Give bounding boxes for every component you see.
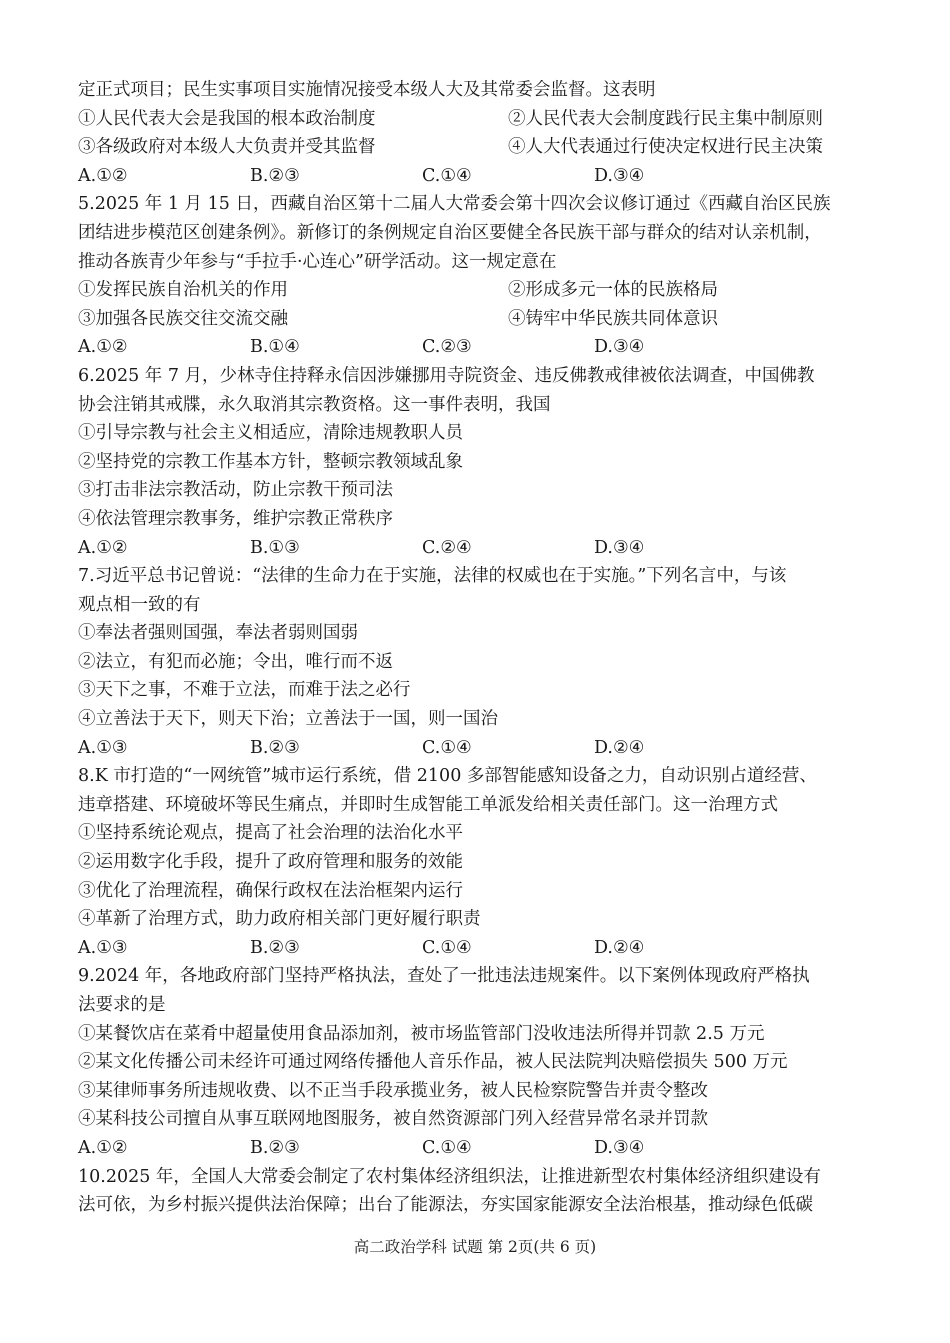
q7-statement-1: ①奉法者强则国强，奉法者弱则国弱 [78, 623, 358, 644]
q6-option-c: C.②④ [422, 537, 472, 558]
q5-option-c: C.②③ [422, 337, 472, 358]
q8-statement-3: ③优化了治理流程，确保行政权在法治框架内运行 [78, 880, 463, 901]
q8-statement-1: ①坚持系统论观点，提高了社会治理的法治化水平 [78, 823, 463, 844]
q4-statement-3: ③各级政府对本级人大负责并受其监督 [78, 137, 376, 158]
q5-statement-3: ③加强各民族交往交流交融 [78, 308, 288, 329]
q5-stem-line-1: 5.2025 年 1 月 15 日，西藏自治区第十二届人大常委会第十四次会议修订通过《西藏自治区民族 [78, 194, 831, 215]
q6-option-b: B.①③ [250, 537, 300, 558]
q9-stem-line-2: 法要求的是 [78, 995, 166, 1015]
q4-stem-tail: 定正式项目；民生实事项目实施情况接受本级人大及其常委会监督。这表明 [78, 80, 656, 100]
q5-option-b: B.①④ [250, 337, 300, 358]
q5-option-a: A.①② [78, 337, 128, 358]
q6-options [78, 534, 878, 563]
q6-statement-3: ③打击非法宗教活动，防止宗教干预司法 [78, 480, 393, 501]
q5-option-d: D.③④ [594, 337, 645, 358]
exam-page [78, 76, 878, 1220]
q4-statements-row-2 [78, 133, 878, 162]
q8-stem-line-1: 8.K 市打造的“一网统管”城市运行系统，借 2100 多部智能感知设备之力，自动识别占道经营、 [78, 766, 817, 787]
q8-option-d: D.②④ [594, 937, 645, 958]
q4-statement-1: ①人民代表大会是我国的根本政治制度 [78, 108, 376, 129]
q6-statement-1: ①引导宗教与社会主义相适应，清除违规教职人员 [78, 423, 463, 444]
q8-option-a: A.①③ [78, 937, 128, 958]
q8-option-c: C.①④ [422, 937, 472, 958]
q9-statement-2: ②某文化传播公司未经许可通过网络传播他人音乐作品，被人民法院判决赔偿损失 500 万元 [78, 1052, 788, 1073]
q4-option-a: A.①② [78, 165, 128, 186]
q4-statements-row-1 [78, 105, 878, 134]
q8-statement-2: ②运用数字化手段，提升了政府管理和服务的效能 [78, 852, 463, 873]
q7-stem-line-2: 观点相一致的有 [78, 594, 201, 615]
q5-statements-row-1 [78, 276, 878, 305]
q8-statement-4: ④革新了治理方式，助力政府相关部门更好履行职责 [78, 909, 481, 930]
q5-stem-line-3: 推动各族青少年参与“手拉手·心连心”研学活动。这一规定意在 [78, 251, 557, 272]
q6-statement-4: ④依法管理宗教事务，维护宗教正常秩序 [78, 508, 393, 529]
q6-option-a: A.①② [78, 537, 128, 558]
q9-option-a: A.①② [78, 1137, 128, 1158]
q7-option-b: B.②③ [250, 737, 300, 758]
q7-stem-line-1: 7.习近平总书记曾说：“法律的生命力在于实施，法律的权威也在于实施。”下列名言中，与该 [78, 566, 787, 587]
q7-statement-3: ③天下之事，不难于立法，而难于法之必行 [78, 680, 411, 701]
q4-options [78, 162, 878, 191]
q5-statement-1: ①发挥民族自治机关的作用 [78, 280, 288, 301]
page-footer: 高二政治学科 试题 第 2页(共 6 页) [353, 1238, 597, 1256]
q8-stem-line-2: 违章搭建、环境破坏等民生痛点，并即时生成智能工单派发给相关责任部门。这一治理方式 [78, 794, 778, 815]
q10-stem-line-1: 10.2025 年，全国人大常委会制定了农村集体经济组织法，让推进新型农村集体经济组织建设有 [78, 1166, 821, 1187]
q8-options [78, 934, 878, 963]
q10-stem-line-2: 法可依，为乡村振兴提供法治保障；出台了能源法，夯实国家能源安全法治根基，推动绿色低碳 [78, 1195, 813, 1216]
q7-option-a: A.①③ [78, 737, 128, 758]
q4-option-b: B.②③ [250, 165, 300, 186]
q9-statement-1: ①某餐饮店在菜肴中超量使用食品添加剂，被市场监管部门没收违法所得并罚款 2.5 万元 [78, 1023, 765, 1044]
q9-option-b: B.②③ [250, 1137, 300, 1158]
q5-stem-line-2: 团结进步模范区创建条例》。新修订的条例规定自治区要健全各民族干部与群众的结对认亲机制， [78, 222, 822, 243]
q7-options [78, 734, 878, 763]
q5-options [78, 333, 878, 362]
q9-statement-3: ③某律师事务所违规收费、以不正当手段承揽业务，被人民检察院警告并责令整改 [78, 1080, 708, 1101]
q6-stem-line-2: 协会注销其戒牒，永久取消其宗教资格。这一事件表明，我国 [78, 394, 551, 415]
q4-option-c: C.①④ [422, 165, 472, 186]
q9-options [78, 1134, 878, 1163]
q6-option-d: D.③④ [594, 537, 645, 558]
q9-statement-4: ④某科技公司擅自从事互联网地图服务，被自然资源部门列入经营异常名录并罚款 [78, 1109, 708, 1130]
q5-statement-2: ②形成多元一体的民族格局 [508, 280, 718, 301]
q4-statement-2: ②人民代表大会制度践行民主集中制原则 [508, 108, 823, 129]
q4-statement-4: ④人大代表通过行使决定权进行民主决策 [508, 137, 823, 158]
q6-stem-line-1: 6.2025 年 7 月，少林寺住持释永信因涉嫌挪用寺院资金、违反佛教戒律被依法调查，中国佛教 [78, 365, 815, 386]
q9-stem-line-1: 9.2024 年，各地政府部门坚持严格执法，查处了一批违法违规案件。以下案例体现政府严格执 [78, 966, 810, 987]
q4-option-d: D.③④ [594, 165, 645, 186]
q9-option-d: D.③④ [594, 1137, 645, 1158]
q7-statement-2: ②法立，有犯而必施；令出，唯行而不返 [78, 651, 393, 672]
q9-option-c: C.①④ [422, 1137, 472, 1158]
q6-statement-2: ②坚持党的宗教工作基本方针，整顿宗教领域乱象 [78, 451, 463, 472]
q8-option-b: B.②③ [250, 937, 300, 958]
q7-statement-4: ④立善法于天下，则天下治；立善法于一国，则一国治 [78, 709, 498, 730]
q5-statement-4: ④铸牢中华民族共同体意识 [508, 308, 718, 329]
q5-statements-row-2 [78, 305, 878, 334]
q7-option-c: C.①④ [422, 737, 472, 758]
q7-option-d: D.②④ [594, 737, 645, 758]
